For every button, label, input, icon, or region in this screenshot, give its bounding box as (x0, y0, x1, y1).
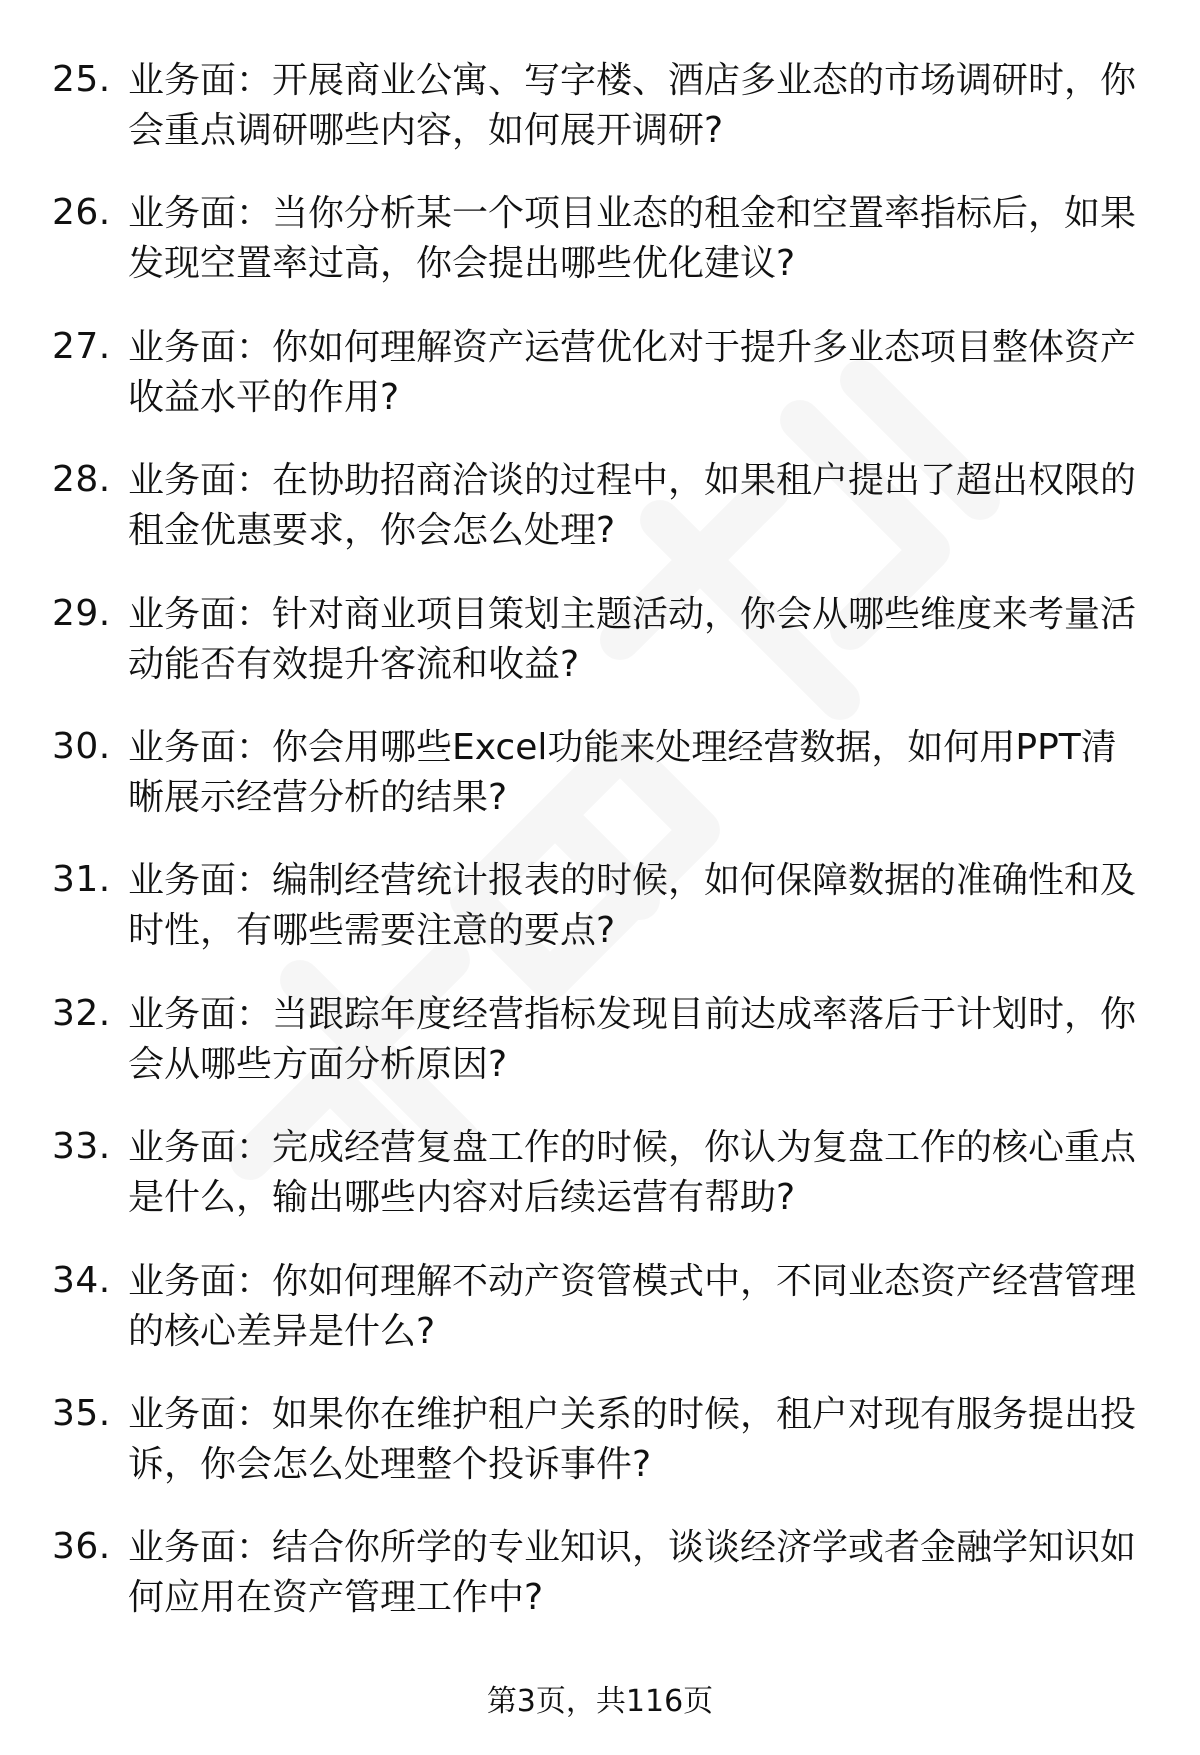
question-text: 业务面：编制经营统计报表的时候，如何保障数据的准确性和及时性，有哪些需要注意的要点? (128, 860, 1137, 952)
page-number-label: 第3页，共116页 (486, 1684, 714, 1719)
list-item (52, 856, 1152, 989)
question-text: 业务面：开展商业公寓、写字楼、酒店多业态的市场调研时，你会重点调研哪些内容，如何展开调研? (128, 60, 1137, 151)
question-text: 业务面：完成经营复盘工作的时候，你认为复盘工作的核心重点是什么，输出哪些内容对后续运营有帮助? (128, 1127, 1137, 1219)
question-text: 业务面：你会用哪些Excel功能来处理经营数据，如何用PPT清晰展示经营分析的结果? (128, 726, 1117, 818)
question-number: 27. (52, 325, 111, 367)
question-text: 业务面：当你分析某一个项目业态的租金和空置率指标后，如果发现空置率过高，你会提出哪些优化建议? (128, 193, 1137, 285)
page-footer (0, 1682, 1200, 1722)
list-item (52, 456, 1152, 589)
question-number: 28. (52, 459, 111, 501)
list-item (52, 1123, 1152, 1256)
question-number: 31. (52, 859, 111, 901)
question-text: 业务面：你如何理解不动产资管模式中，不同业态资产经营管理的核心差异是什么? (128, 1260, 1137, 1352)
question-number: 34. (52, 1259, 111, 1301)
question-number: 26. (52, 192, 111, 234)
list-item (52, 1523, 1152, 1656)
question-text: 业务面：如果你在维护租户关系的时候，租户对现有服务提出投诉，你会怎么处理整个投诉事件? (128, 1393, 1137, 1485)
list-item (52, 323, 1152, 456)
list-item (52, 1390, 1152, 1523)
question-number: 25. (52, 59, 111, 100)
question-list (52, 56, 1152, 1657)
list-item (52, 56, 1152, 189)
question-text: 业务面：你如何理解资产运营优化对于提升多业态项目整体资产收益水平的作用? (128, 326, 1137, 418)
list-item (52, 990, 1152, 1123)
list-item (52, 1257, 1152, 1390)
question-number: 30. (52, 725, 111, 767)
question-number: 35. (52, 1392, 111, 1434)
question-number: 33. (52, 1126, 111, 1168)
question-text: 业务面：当跟踪年度经营指标发现目前达成率落后于计划时，你会从哪些方面分析原因? (128, 993, 1137, 1085)
question-number: 32. (52, 992, 111, 1034)
question-number: 36. (52, 1526, 111, 1568)
question-text: 业务面：结合你所学的专业知识，谈谈经济学或者金融学知识如何应用在资产管理工作中? (128, 1527, 1137, 1619)
list-item (52, 189, 1152, 322)
list-item (52, 590, 1152, 723)
question-number: 29. (52, 592, 111, 634)
list-item (52, 723, 1152, 856)
question-text: 业务面：针对商业项目策划主题活动，你会从哪些维度来考量活动能否有效提升客流和收益? (128, 593, 1137, 685)
question-text: 业务面：在协助招商洽谈的过程中，如果租户提出了超出权限的租金优惠要求，你会怎么处理? (128, 460, 1137, 552)
